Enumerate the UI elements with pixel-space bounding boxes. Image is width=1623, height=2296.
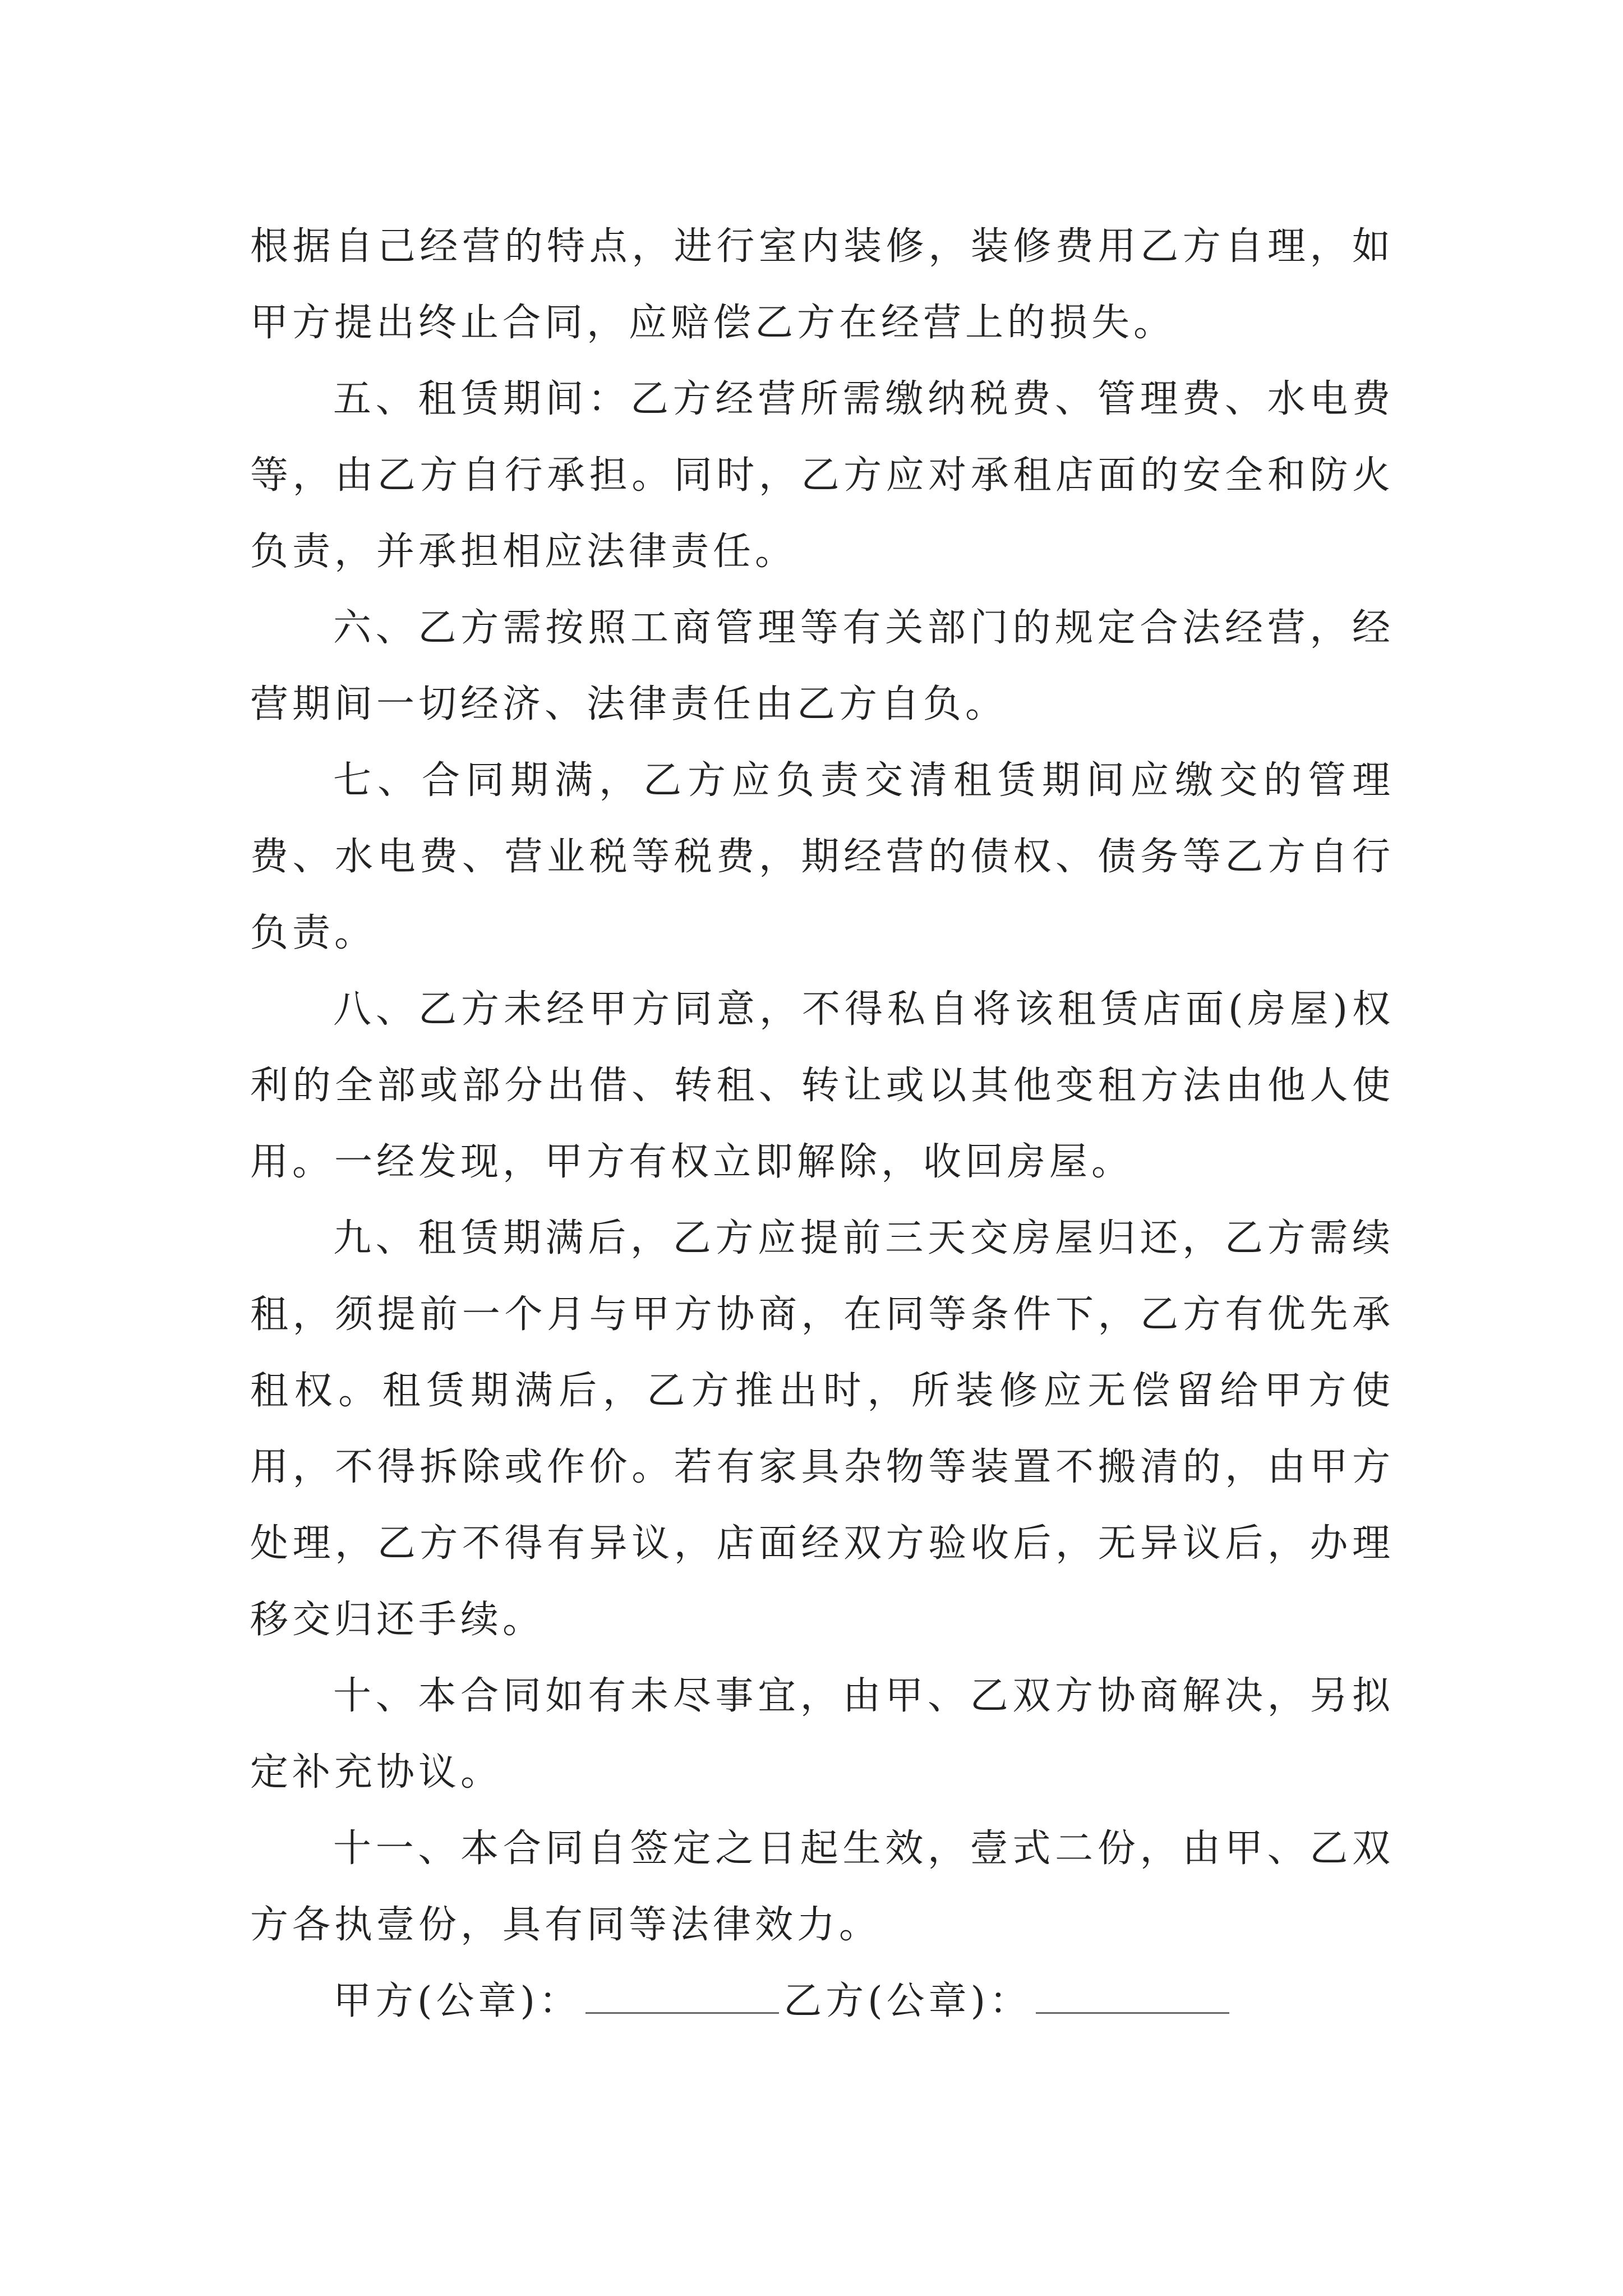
clause-6: 六、乙方需按照工商管理等有关部门的规定合法经营，经营期间一切经济、法律责任由乙方自负。 xyxy=(250,606,1394,726)
clause-8: 八、乙方未经甲方同意，不得私自将该租赁店面(房屋)权利的全部或部分出借、转租、转让或以其他变租方法由他人使用。一经发现，甲方有权立即解除，收回房屋。 xyxy=(250,987,1394,1184)
clause-7: 七、合同期满，乙方应负责交清租赁期间应缴交的管理费、水电费、营业税等税费，期经营的债权、债务等乙方自行负责。 xyxy=(250,758,1394,955)
contract-body xyxy=(250,209,1394,2040)
clause-11: 十一、本合同自签定之日起生效，壹式二份，由甲、乙双方各执壹份，具有同等法律效力。 xyxy=(250,1826,1394,1947)
clause-5: 五、租赁期间：乙方经营所需缴纳税费、管理费、水电费等，由乙方自行承担。同时，乙方应对承租店面的安全和防火负责，并承担相应法律责任。 xyxy=(250,377,1394,574)
party-b-signature-line xyxy=(1036,1978,1229,2014)
party-a-signature-line xyxy=(585,1978,779,2014)
party-b-label: 乙方(公章)： xyxy=(783,1979,1032,2023)
signature-row xyxy=(250,1963,1394,2040)
paragraph-continuation: 根据自己经营的特点，进行室内装修，装修费用乙方自理，如甲方提出终止合同，应赔偿乙方在经营上的损失。 xyxy=(250,224,1394,345)
party-a-label: 甲方(公章)： xyxy=(333,1979,582,2023)
clause-10: 十、本合同如有未尽事宜，由甲、乙双方协商解决，另拟定补充协议。 xyxy=(250,1674,1394,1795)
clause-9: 九、租赁期满后，乙方应提前三天交房屋归还，乙方需续租，须提前一个月与甲方协商，在同等条件下，乙方有优先承租权。租赁期满后，乙方推出时，所装修应无偿留给甲方使用，不得拆除或作价。若有家具杂物等装置不搬清的，由甲方处理，乙方不得有异议，店面经双方验收后，无异议后，办理移交归还手续。 xyxy=(250,1216,1394,1642)
